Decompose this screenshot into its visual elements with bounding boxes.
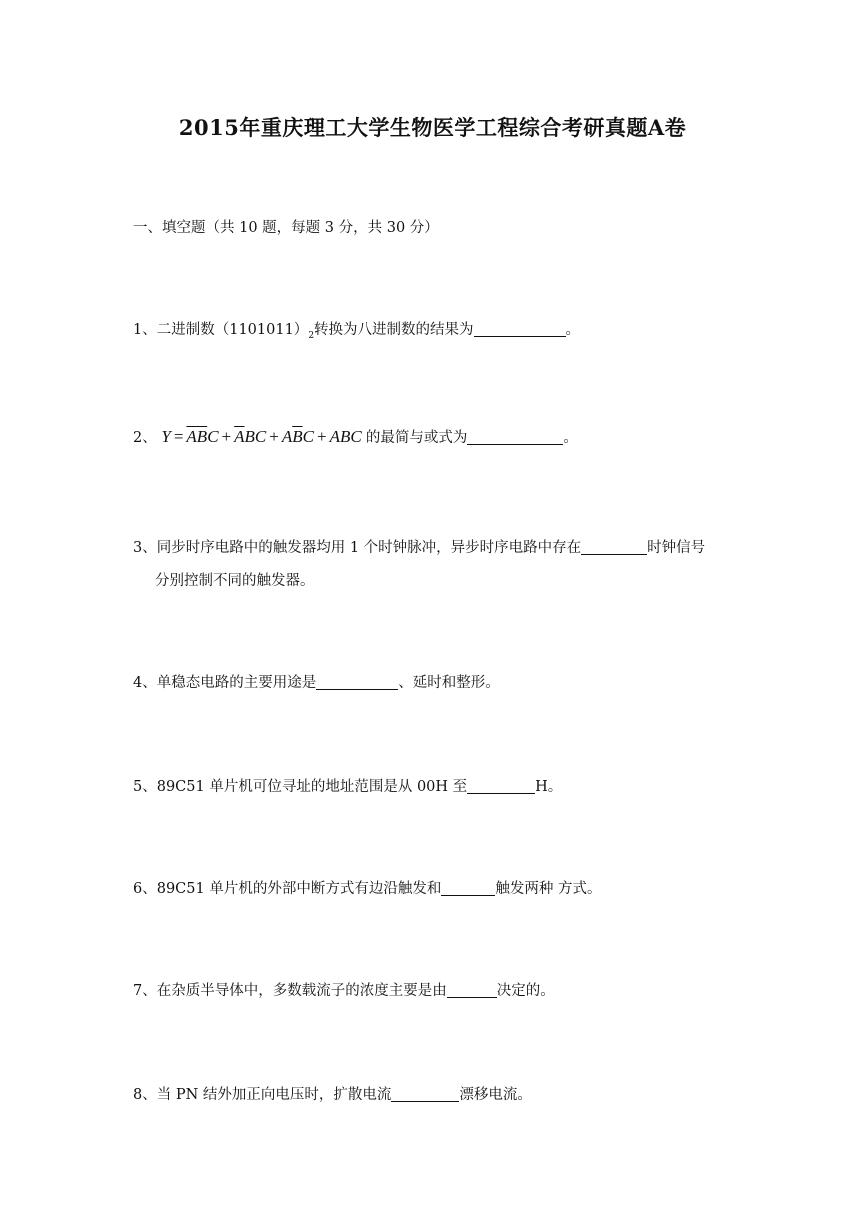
q6-text-post: 触发两种 方式。 bbox=[495, 881, 602, 897]
q7-text-post: 决定的。 bbox=[496, 983, 555, 999]
answer-blank[interactable] bbox=[467, 428, 563, 445]
q5-text-post: H。 bbox=[535, 779, 563, 795]
q7-text: 7、在杂质半导体中，多数载流子的浓度主要是由 bbox=[133, 983, 447, 999]
q1-text: 1、二进制数（1101011） bbox=[133, 322, 309, 338]
q4-text: 4、单稳态电路的主要用途是 bbox=[133, 675, 317, 691]
q1-text-post: 转换为八进制数的结果为 bbox=[314, 322, 474, 338]
question-3 bbox=[133, 536, 705, 557]
q8-text-post: 漂移电流。 bbox=[459, 1087, 532, 1103]
answer-blank[interactable] bbox=[316, 673, 398, 690]
q5-text: 5、89C51 单片机可位寻址的地址范围是从 00H 至 bbox=[133, 779, 468, 795]
answer-blank[interactable] bbox=[441, 879, 495, 896]
answer-blank[interactable] bbox=[581, 538, 647, 555]
question-6 bbox=[133, 877, 601, 898]
q3-text-b: 时钟信号 bbox=[647, 540, 706, 556]
question-2 bbox=[133, 426, 578, 447]
question-3-continued: 分别控制不同的触发器。 bbox=[155, 573, 315, 589]
question-7 bbox=[133, 979, 555, 1000]
q3-text: 3、同步时序电路中的触发器均用 1 个时钟脉冲，异步时序电路中存在 bbox=[133, 540, 582, 556]
answer-blank[interactable] bbox=[467, 777, 535, 794]
answer-blank[interactable] bbox=[474, 320, 566, 337]
q8-text: 8、当 PN 结外加正向电压时，扩散电流 bbox=[133, 1087, 392, 1103]
boolean-expression: $Y = \overline{AB}C + \overline{A}BC + A\overline{B}C$ + ABC bbox=[161, 427, 362, 446]
q4-text-post: 、延时和整形。 bbox=[398, 675, 500, 691]
q2-text-post: 的最简与或式为 bbox=[365, 430, 468, 446]
q1-end: 。 bbox=[565, 322, 581, 338]
page-title: 2015年重庆理工大学生物医学工程综合考研真题A卷 bbox=[178, 115, 687, 140]
q2-end: 。 bbox=[563, 430, 578, 446]
q6-text: 6、89C51 单片机的外部中断方式有边沿触发和 bbox=[133, 881, 442, 897]
question-4 bbox=[133, 671, 500, 692]
question-8 bbox=[133, 1083, 532, 1104]
section-heading: 一、填空题（共 10 题，每题 3 分，共 30 分） bbox=[133, 220, 439, 236]
question-1 bbox=[133, 318, 580, 341]
q1-subscript: 2 bbox=[308, 331, 315, 341]
answer-blank[interactable] bbox=[447, 981, 497, 998]
answer-blank[interactable] bbox=[391, 1085, 459, 1102]
question-5 bbox=[133, 775, 562, 796]
q2-number: 2、 bbox=[133, 430, 157, 446]
